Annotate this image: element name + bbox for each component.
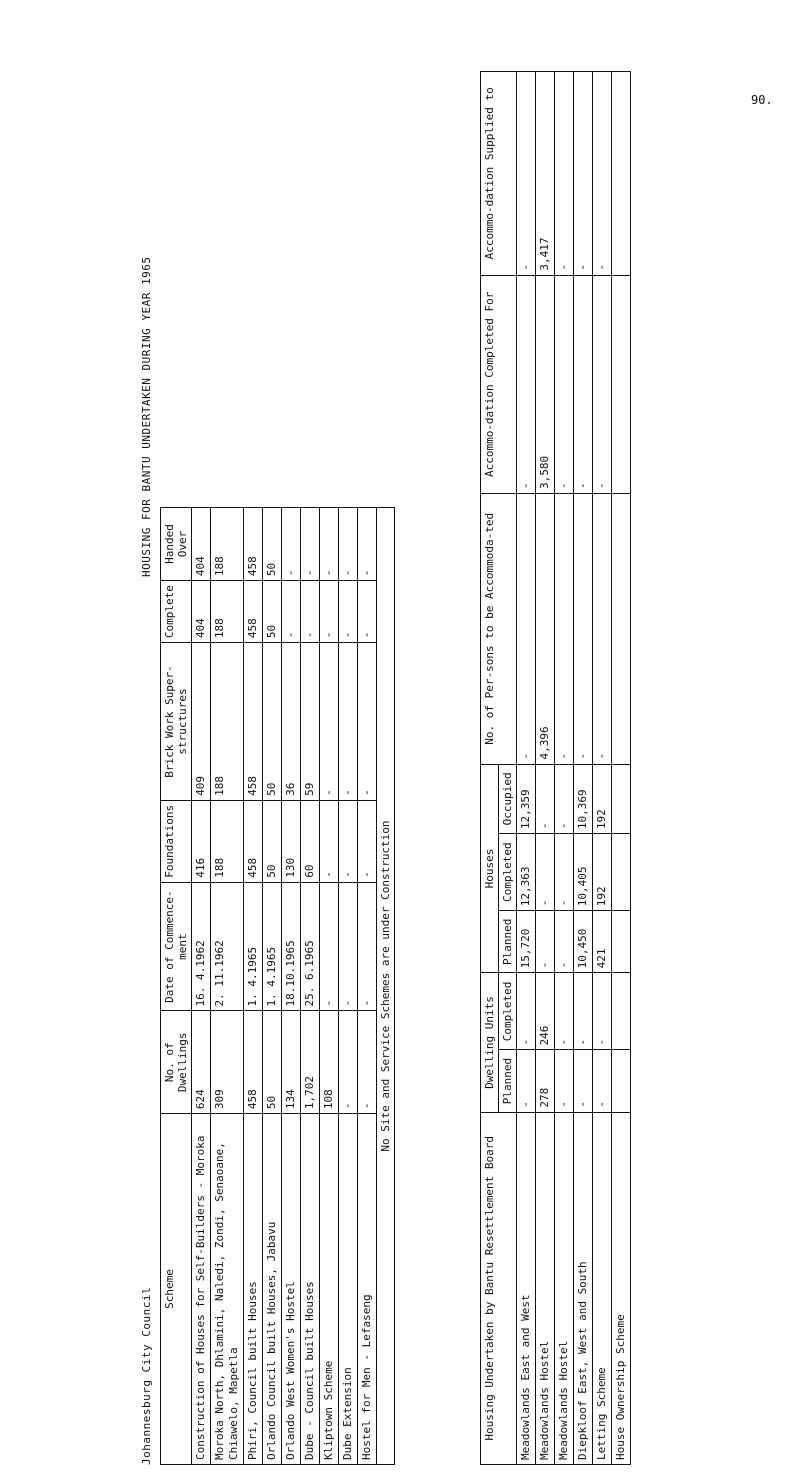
value-cell: - bbox=[555, 834, 574, 911]
value-cell: 50 bbox=[263, 508, 282, 581]
col-units-completed: Completed bbox=[499, 973, 517, 1050]
value-cell bbox=[612, 494, 631, 765]
value-cell: - bbox=[320, 508, 339, 581]
table-row bbox=[517, 72, 536, 1465]
resettlement-title: Housing Undertaken by Bantu Resettlement Board bbox=[481, 1112, 517, 1464]
value-cell: - bbox=[282, 508, 301, 581]
value-cell: - bbox=[555, 275, 574, 493]
value-cell: 12,359 bbox=[517, 764, 536, 834]
scheme-name-cell: Hostel for Men - Lefaseng bbox=[358, 1114, 377, 1465]
scheme-name-cell: Diepkloof East, West and South bbox=[574, 1112, 593, 1464]
value-cell: - bbox=[517, 72, 536, 276]
value-cell: 2. 11.1962 bbox=[211, 882, 244, 1011]
housing-table-header bbox=[161, 508, 192, 1465]
value-cell: - bbox=[339, 1011, 358, 1114]
value-cell: - bbox=[358, 882, 377, 1011]
value-cell: - bbox=[358, 581, 377, 643]
scheme-name-cell: Meadowlands East and West bbox=[517, 1112, 536, 1464]
table-row bbox=[536, 72, 555, 1465]
page-number: 90. bbox=[751, 93, 773, 107]
value-cell: 50 bbox=[263, 1011, 282, 1114]
value-cell: 18.10.1965 bbox=[282, 882, 301, 1011]
value-cell: - bbox=[555, 1050, 574, 1112]
value-cell: - bbox=[536, 911, 555, 973]
scheme-name-cell: Dube Extension bbox=[339, 1114, 358, 1465]
value-cell: - bbox=[320, 643, 339, 801]
value-cell bbox=[612, 764, 631, 834]
col-units-planned: Planned bbox=[499, 1050, 517, 1112]
value-cell: 50 bbox=[263, 643, 282, 801]
value-cell bbox=[612, 1050, 631, 1112]
value-cell: 4,396 bbox=[536, 494, 555, 765]
value-cell: - bbox=[517, 1050, 536, 1112]
value-cell: 188 bbox=[211, 800, 244, 882]
table-row bbox=[555, 72, 574, 1465]
col-foundations: Foundations bbox=[161, 800, 192, 882]
table-row bbox=[339, 508, 358, 1465]
table-row bbox=[211, 508, 244, 1465]
value-cell: 458 bbox=[244, 643, 263, 801]
value-cell: 15,720 bbox=[517, 911, 536, 973]
value-cell: - bbox=[574, 72, 593, 276]
value-cell: - bbox=[593, 275, 612, 493]
value-cell: - bbox=[555, 72, 574, 276]
scheme-name-cell: Letting Scheme bbox=[593, 1112, 612, 1464]
col-brickwork: Brick Work Super-structures bbox=[161, 643, 192, 801]
value-cell: 59 bbox=[301, 643, 320, 801]
value-cell: - bbox=[593, 1050, 612, 1112]
value-cell: - bbox=[339, 882, 358, 1011]
table-row bbox=[358, 508, 377, 1465]
group-houses: Houses bbox=[481, 764, 499, 973]
value-cell: - bbox=[555, 973, 574, 1050]
value-cell: - bbox=[555, 911, 574, 973]
value-cell: 16. 4.1962 bbox=[192, 882, 211, 1011]
value-cell: - bbox=[339, 508, 358, 581]
value-cell: - bbox=[301, 581, 320, 643]
value-cell: - bbox=[358, 1011, 377, 1114]
value-cell bbox=[612, 834, 631, 911]
col-houses-planned: Planned bbox=[499, 911, 517, 973]
value-cell: 404 bbox=[192, 508, 211, 581]
col-houses-occupied: Occupied bbox=[499, 764, 517, 834]
value-cell: 10,369 bbox=[574, 764, 593, 834]
value-cell: - bbox=[574, 275, 593, 493]
value-cell: - bbox=[536, 834, 555, 911]
value-cell: 10,405 bbox=[574, 834, 593, 911]
col-dwellings: No. of Dwellings bbox=[161, 1011, 192, 1114]
scheme-name-cell: Phiri, Council built Houses bbox=[244, 1114, 263, 1465]
value-cell: 192 bbox=[593, 834, 612, 911]
value-cell: - bbox=[320, 800, 339, 882]
scheme-name-cell: Meadowlands Hostel bbox=[536, 1112, 555, 1464]
value-cell: - bbox=[574, 1050, 593, 1112]
value-cell: - bbox=[301, 508, 320, 581]
scheme-name-cell: Orlando West Women's Hostel bbox=[282, 1114, 301, 1465]
value-cell: 36 bbox=[282, 643, 301, 801]
scheme-name-cell: House Ownership Scheme bbox=[612, 1112, 631, 1464]
value-cell: - bbox=[339, 800, 358, 882]
value-cell: - bbox=[320, 882, 339, 1011]
col-accom-supplied: Accommo-dation Supplied to bbox=[481, 72, 517, 276]
col-handed-over: Handed Over bbox=[161, 508, 192, 581]
value-cell: 404 bbox=[192, 581, 211, 643]
value-cell: - bbox=[358, 800, 377, 882]
value-cell: 192 bbox=[593, 764, 612, 834]
table-row bbox=[593, 72, 612, 1465]
value-cell: 458 bbox=[244, 581, 263, 643]
value-cell: 188 bbox=[211, 581, 244, 643]
value-cell: 188 bbox=[211, 508, 244, 581]
table-row bbox=[301, 508, 320, 1465]
table-row bbox=[192, 508, 211, 1465]
value-cell: 458 bbox=[244, 1011, 263, 1114]
value-cell: - bbox=[339, 581, 358, 643]
value-cell: - bbox=[339, 643, 358, 801]
value-cell: 1. 4.1965 bbox=[263, 882, 282, 1011]
value-cell: - bbox=[517, 494, 536, 765]
value-cell: 246 bbox=[536, 973, 555, 1050]
value-cell: 50 bbox=[263, 800, 282, 882]
value-cell: 188 bbox=[211, 643, 244, 801]
col-houses-completed: Completed bbox=[499, 834, 517, 911]
value-cell: 60 bbox=[301, 800, 320, 882]
table-row bbox=[612, 72, 631, 1465]
value-cell: 458 bbox=[244, 800, 263, 882]
scheme-name-cell: Construction of Houses for Self-Builders - Moroka bbox=[192, 1114, 211, 1465]
value-cell: 278 bbox=[536, 1050, 555, 1112]
value-cell: - bbox=[517, 973, 536, 1050]
value-cell: 458 bbox=[244, 508, 263, 581]
value-cell: - bbox=[593, 973, 612, 1050]
value-cell: 12,363 bbox=[517, 834, 536, 911]
col-date: Date of Commence-ment bbox=[161, 882, 192, 1011]
value-cell: 10,450 bbox=[574, 911, 593, 973]
rotated-page-content bbox=[140, 71, 790, 1465]
value-cell: 421 bbox=[593, 911, 612, 973]
table-row bbox=[282, 508, 301, 1465]
main-heading: HOUSING FOR BANTU UNDERTAKEN DURING YEAR 1965 bbox=[140, 256, 153, 577]
scheme-name-cell: Dube - Council built Houses bbox=[301, 1114, 320, 1465]
value-cell: 309 bbox=[211, 1011, 244, 1114]
value-cell: - bbox=[358, 508, 377, 581]
value-cell: 50 bbox=[263, 581, 282, 643]
table-note: No Site and Service Schemes are under Construction bbox=[377, 508, 395, 1465]
value-cell: - bbox=[320, 581, 339, 643]
value-cell: - bbox=[536, 764, 555, 834]
scheme-name-cell: Kliptown Scheme bbox=[320, 1114, 339, 1465]
col-accom-completed: Accommo-dation Completed For bbox=[481, 275, 517, 493]
value-cell: - bbox=[358, 643, 377, 801]
col-persons: No. of Per-sons to be Accommoda-ted bbox=[481, 494, 517, 765]
value-cell bbox=[612, 973, 631, 1050]
col-scheme: Scheme bbox=[161, 1114, 192, 1465]
scheme-name-cell: Orlando Council built Houses, Jabavu bbox=[263, 1114, 282, 1465]
value-cell: 134 bbox=[282, 1011, 301, 1114]
table-row bbox=[574, 72, 593, 1465]
table-row bbox=[244, 508, 263, 1465]
value-cell: - bbox=[593, 494, 612, 765]
value-cell: - bbox=[593, 72, 612, 276]
council-heading: Johannesburg City Council bbox=[140, 1286, 153, 1465]
value-cell: 416 bbox=[192, 800, 211, 882]
value-cell: - bbox=[555, 494, 574, 765]
value-cell: 1,702 bbox=[301, 1011, 320, 1114]
scheme-name-cell: Meadowlands Hostel bbox=[555, 1112, 574, 1464]
group-dwelling-units: Dwelling Units bbox=[481, 973, 499, 1112]
value-cell bbox=[612, 275, 631, 493]
value-cell: - bbox=[282, 581, 301, 643]
col-complete: Complete bbox=[161, 581, 192, 643]
value-cell bbox=[612, 911, 631, 973]
housing-table bbox=[160, 507, 395, 1465]
scheme-name-cell: Moroka North, Dhlamini, Naledi, Zondi, Senaoane, Chiawelo, Mapetla bbox=[211, 1114, 244, 1465]
table-row bbox=[263, 508, 282, 1465]
value-cell: 3,580 bbox=[536, 275, 555, 493]
value-cell: 3,417 bbox=[536, 72, 555, 276]
value-cell: 25. 6.1965 bbox=[301, 882, 320, 1011]
resettlement-table bbox=[480, 71, 631, 1465]
value-cell: - bbox=[517, 275, 536, 493]
value-cell: 624 bbox=[192, 1011, 211, 1114]
value-cell: - bbox=[555, 764, 574, 834]
value-cell: - bbox=[574, 494, 593, 765]
table-row bbox=[320, 508, 339, 1465]
value-cell: 130 bbox=[282, 800, 301, 882]
value-cell: 1. 4.1965 bbox=[244, 882, 263, 1011]
value-cell bbox=[612, 72, 631, 276]
value-cell: 409 bbox=[192, 643, 211, 801]
value-cell: 108 bbox=[320, 1011, 339, 1114]
value-cell: - bbox=[574, 973, 593, 1050]
